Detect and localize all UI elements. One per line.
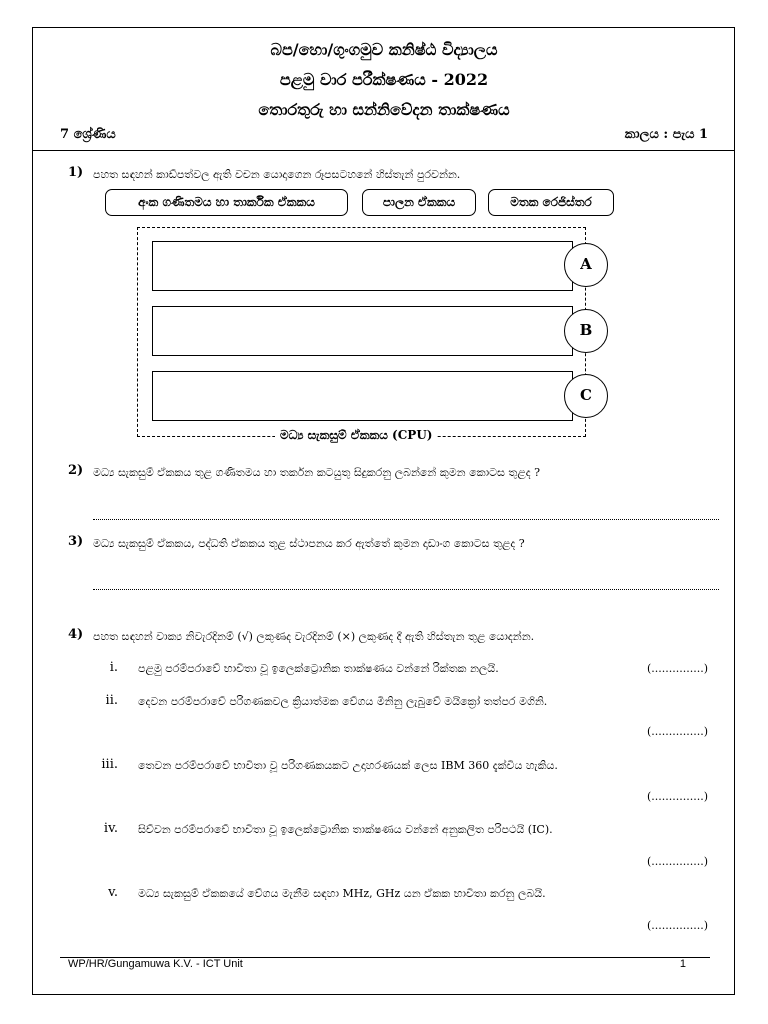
q2-text: මධ්‍ය සැකසුම් ඒකකය තුළ ගණිතමය හා තර්කන කටයුතු සිදුකරනු ලබන්නේ කුමන කොටස තුළද ? [93, 466, 541, 479]
grade-label: 7 ශ්‍රේණිය [60, 127, 116, 142]
slot-label-a: A [564, 243, 608, 287]
school-name: බප/හො/ගුංගමුව කනිෂ්ඨ විද්‍යාලය [270, 40, 498, 59]
card-control-unit: පාලන ඒකකය [362, 189, 476, 216]
duration-label: කාලය : පැය 1 [624, 127, 708, 142]
q4-item-number: v. [108, 885, 118, 900]
q4-answer-blank[interactable]: (...............) [646, 790, 708, 803]
q4-item-text: දෙවන පරම්පරාවේ පරිගණකවල ක්‍රියාත්මක වේගය මිනිනු ලැබුවේ මයික්‍රෝ තත්පර මගිනි. [138, 695, 548, 708]
q4-item-number: iv. [103, 821, 118, 836]
subject-title: තොරතුරු හා සන්නිවේදන තාක්ෂණය [258, 100, 510, 119]
page-number: 1 [679, 958, 686, 970]
q4-item-number: ii. [105, 693, 118, 708]
q4-number: 4) [68, 627, 84, 642]
exam-title: පළමු වාර පරීක්ෂණය - 2022 [279, 70, 489, 89]
q2-number: 2) [68, 463, 84, 478]
answer-slot-c[interactable] [152, 371, 573, 421]
q4-item-text: පළමු පරම්පරාවේ භාවිතා වූ ඉලෙක්ට්‍රොනික තාක්ෂණය වන්නේ රික්තක නලයි. [138, 662, 499, 675]
slot-label-b: B [564, 309, 608, 353]
q4-answer-blank[interactable]: (...............) [646, 725, 708, 738]
q4-answer-blank[interactable]: (...............) [646, 855, 708, 868]
cpu-caption: මධ්‍ය සැකසුම් ඒකකය (CPU) [275, 428, 437, 443]
q2-answer-line[interactable] [93, 519, 719, 520]
answer-slot-a[interactable] [152, 241, 573, 291]
q4-item-text: සිව්වන පරම්පරාවේ භාවිතා වූ ඉලෙක්ට්‍රොනික තාක්ෂණය වන්නේ අනුකලිත පරිපථයි (IC). [138, 823, 553, 836]
q1-text: පහත සඳහන් කාඩ්පත්වල ඇති වචන යොදාගෙන රූපසටහනේ හිස්තැන් පුරවන්න. [93, 168, 461, 181]
slot-label-c: C [564, 374, 608, 418]
footer-unit: WP/HR/Gungamuwa K.V. - ICT Unit [68, 958, 243, 970]
card-alu: අංක ගණිතමය හා තාර්කික ඒකකය [105, 189, 348, 216]
q4-item-text: මධ්‍ය සැකසුම් ඒකකයේ වේගය මැනීම සඳහා MHz, GHz යන ඒකක භාවිතා කරනු ලබයි. [138, 887, 546, 900]
q4-text: පහත සඳහන් වාක්‍ය නිවැරදිනම් (√) ලකුණද වැරදිනම් (×) ලකුණද දී ඇති හිස්තැන තුළ යොදන්න. [93, 630, 535, 643]
q3-text: මධ්‍ය සැකසුම් ඒකකය, පද්ධති ඒකකය තුළ ස්ථාපනය කර ඇත්තේ කුමන දෘඩාංග කොටස තුළද ? [93, 537, 525, 550]
answer-slot-b[interactable] [152, 306, 573, 356]
card-memory-registers: මතක රෙජිස්තර [488, 189, 614, 216]
q3-number: 3) [68, 534, 84, 549]
header-divider [32, 150, 735, 151]
q3-answer-line[interactable] [93, 589, 719, 590]
q4-answer-blank[interactable]: (...............) [646, 919, 708, 932]
q4-item-number: iii. [101, 757, 118, 772]
q1-number: 1) [68, 165, 84, 180]
q4-item-number: i. [109, 660, 118, 675]
q4-answer-blank[interactable]: (...............) [646, 662, 708, 675]
q4-item-text: තෙවන පරම්පරාවේ භාවිතා වූ පරිගණකයකට උදාහරණයක් ලෙස IBM 360 දැක්විය හැකිය. [138, 759, 558, 772]
